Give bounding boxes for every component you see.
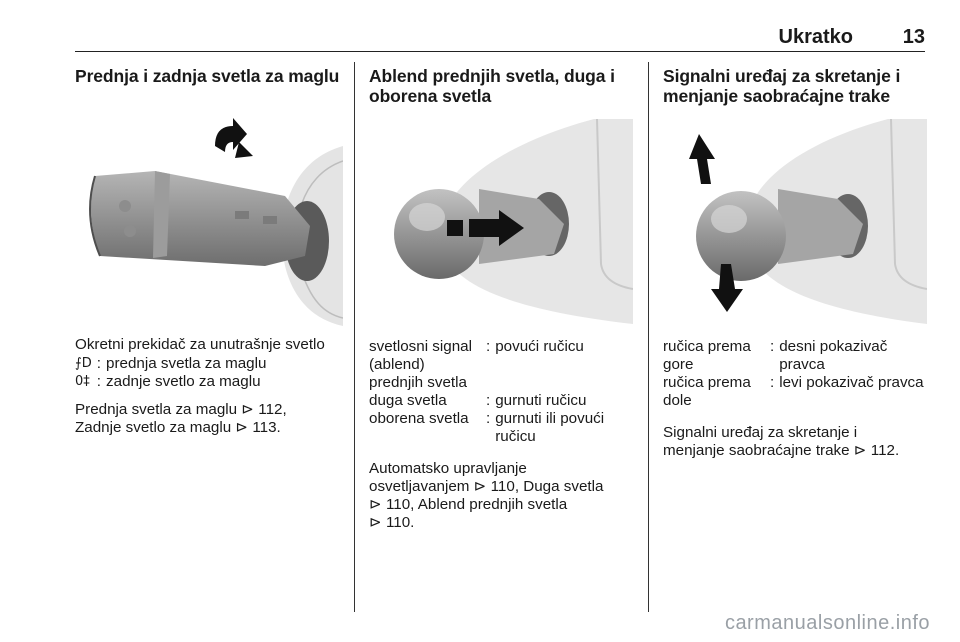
turn-signal-title: Signalni uređaj za skretanje i menjanje saobraćajne trake	[663, 66, 901, 106]
fog-intro-text: Okretni prekidač za unutrašnje svetlo	[75, 336, 325, 353]
headlights-title: Ablend prednjih svetla, duga i oborena svetla	[369, 66, 615, 106]
watermark-text: carmanualsonline.info	[724, 612, 930, 634]
headlight-function-list	[369, 338, 633, 446]
table-row: ručica prema dole : levi pokazivač pravca	[663, 374, 924, 409]
fog-symbol-list	[75, 355, 266, 391]
fog-switch-figure	[75, 116, 343, 326]
column-fog-lights	[75, 66, 343, 437]
turn-signal-list	[663, 338, 927, 410]
table-row: ručica prema gore : desni pokazivač pravca	[663, 338, 888, 373]
column-turn-signals	[663, 66, 927, 460]
table-row: oborena svetla : gurnuti ili povući ručicu	[369, 410, 605, 445]
turn-signal-figure	[663, 114, 927, 324]
table-row: svetlosni signal (ablend) prednjih svetla : povući ručicu	[369, 338, 584, 391]
rear-fog-icon: 0‡	[75, 374, 90, 389]
turn-signal-references: Signalni uređaj za skretanje i menjanje saobraćajne trake ⊳ 112.	[663, 424, 900, 459]
section-title: Ukratko	[778, 26, 853, 48]
fog-lights-title: Prednja i zadnja svetla za maglu	[75, 66, 340, 86]
column-divider	[648, 62, 649, 612]
headlight-switch-figure	[369, 114, 633, 324]
front-fog-icon: ⨍D	[75, 356, 92, 371]
list-item: 0‡ : zadnje svetlo za maglu	[75, 373, 261, 390]
table-row: duga svetla : gurnuti ručicu	[369, 392, 587, 409]
page-number: 13	[902, 26, 925, 48]
list-item: ⨍D : prednja svetla za maglu	[75, 355, 267, 372]
headlight-references: Automatsko upravljanje osvetljavanjem ⊳ 110, Duga svetla ⊳ 110, Ablend prednjih svetla ⊳ 110.	[369, 460, 604, 531]
column-headlights	[369, 66, 633, 532]
fog-references: Prednja svetla za maglu ⊳ 112, Zadnje svetlo za maglu ⊳ 113.	[75, 401, 287, 436]
page-header	[75, 20, 925, 52]
column-divider	[354, 62, 355, 612]
